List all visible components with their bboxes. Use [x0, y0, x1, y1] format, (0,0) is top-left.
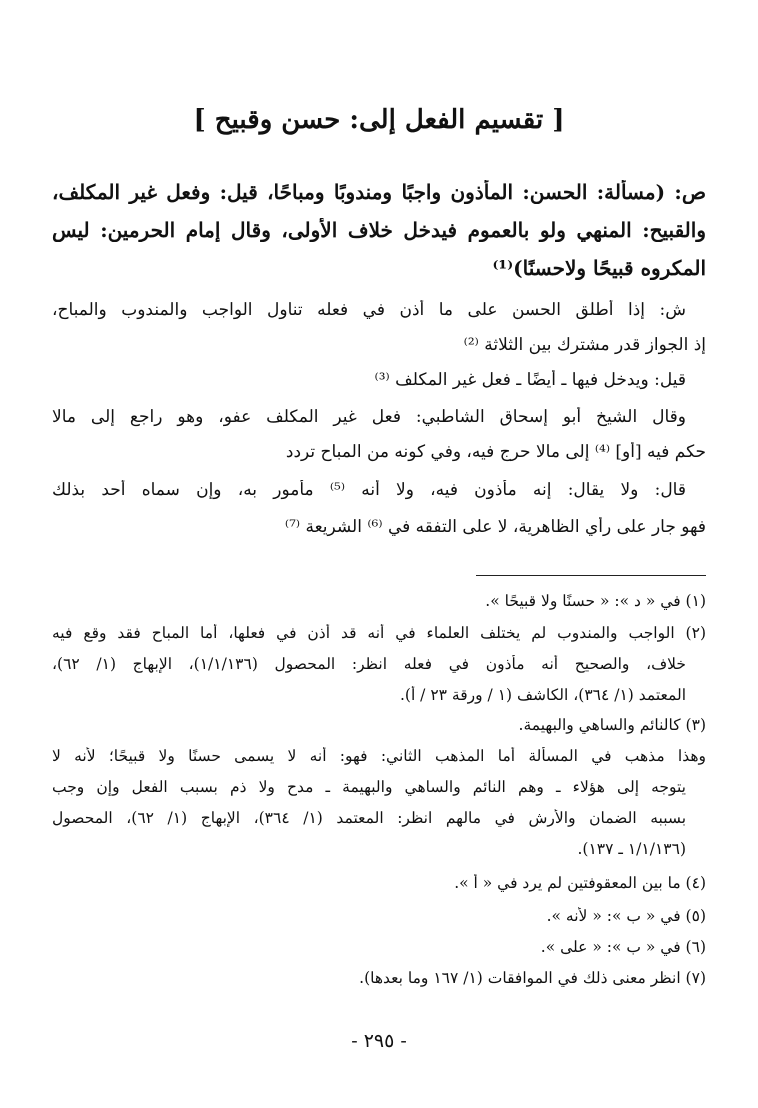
footnote-1: (١) في « د »: « حسنًا ولا قبيحًا ». [485, 592, 706, 610]
sharh-line-4: وقال الشيخ أبو إسحاق الشاطبي: فعل غير المكلف عفو، وهو راجع إلى مالا [52, 407, 686, 427]
sharh-line-2: إذ الجواز قدر مشترك بين الثلاثة ⁽²⁾ [463, 335, 706, 355]
sharh-line-1: ش: إذا أطلق الحسن على ما أذن في فعله تناول الواجب والمندوب والمباح، [52, 300, 686, 320]
footnote-3-line-1: (٣) كالنائم والساهي والبهيمة. [518, 716, 706, 734]
footnote-2-line-3: المعتمد (١/ ٣٦٤)، الكاشف (١ / ورقة ٢٣ / أ). [399, 686, 686, 704]
footnote-7: (٧) انظر معنى ذلك في الموافقات (١/ ١٦٧ وما بعدها). [359, 969, 706, 987]
sharh-line-6: قال: ولا يقال: إنه مأذون فيه، ولا أنه ⁽⁵⁾ مأمور به، وإن سماه أحد بذلك [52, 480, 686, 500]
footnote-3-line-5: (١/١/١٣٦ ـ ١٣٧). [577, 840, 686, 858]
footnote-separator [476, 575, 706, 576]
sharh-line-5: حكم فيه [أو] ⁽⁴⁾ إلى مالا حرج فيه، وفي كونه من المباح تردد [285, 442, 706, 462]
matn-line-3: المكروه قبيحًا ولاحسنًا)⁽¹⁾ [492, 256, 706, 280]
matn-line-2: والقبيح: المنهي ولو بالعموم فيدخل خلاف الأولى، وقال إمام الحرمين: ليس [52, 218, 706, 242]
footnote-6: (٦) في « ب »: « على ». [540, 938, 706, 956]
sharh-line-3: قيل: ويدخل فيها ـ أيضًا ـ فعل غير المكلف ⁽³⁾ [374, 370, 686, 390]
footnote-5: (٥) في « ب »: « لأنه ». [546, 907, 706, 925]
footnote-2-line-1: (٢) الواجب والمندوب لم يختلف العلماء في أنه قد أذن في فعلها، أما المباح فقد وقع فيه [52, 624, 706, 642]
sharh-line-7: فهو جار على رأي الظاهرية، لا على التفقه في ⁽⁶⁾ الشريعة ⁽⁷⁾ [284, 517, 706, 537]
matn-line-1: ص: (مسألة: الحسن: المأذون واجبًا ومندوبًا ومباحًا، قيل: وفعل غير المكلف، [52, 180, 706, 204]
footnote-3-line-3: يتوجه إلى هؤلاء ـ وهم النائم والساهي والبهيمة ـ مدح ولا ذم بسبب الفعل وإن وجب [52, 778, 686, 796]
footnote-4: (٤) ما بين المعقوفتين لم يرد في « أ ». [454, 874, 706, 892]
page-number: - ٢٩٥ - [351, 1030, 407, 1052]
section-title: [ تقسيم الفعل إلى: حسن وقبيح ] [193, 105, 565, 135]
footnote-3-line-4: بسببه الضمان والأرش في مالهم انظر: المعتمد (١/ ٣٦٤)، الإبهاج (١/ ٦٢)، المحصول [52, 809, 686, 827]
footnote-2-line-2: خلاف، والصحيح أنه مأذون في فعله انظر: المحصول (١/١/١٣٦)، الإبهاج (١/ ٦٢)، [52, 655, 686, 673]
footnote-3-line-2: وهذا مذهب في المسألة أما المذهب الثاني: فهو: أنه لا يسمى حسنًا ولا قبيحًا؛ لأنه لا [52, 747, 706, 765]
